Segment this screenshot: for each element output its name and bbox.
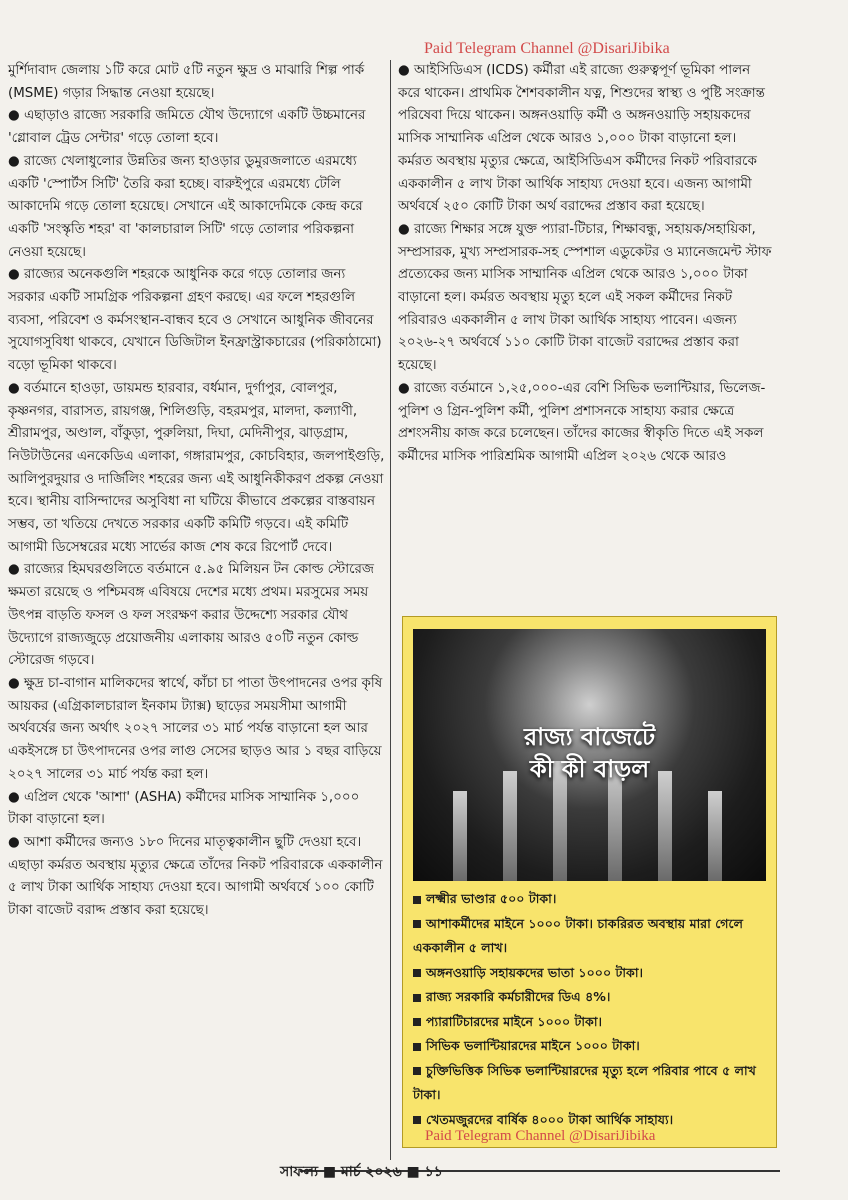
square-bullet-icon — [413, 1043, 421, 1051]
paragraph: ● ক্ষুদ্র চা-বাগান মালিকদের স্বার্থে, কাঁচা চা পাতা উৎপাদনের ওপর কৃষি আয়কর (এগ্রিকালচারাল ইনকাম ট্যাক্স) ছাড়ের সময়সীমা আগামী অর্থবর্ষের জন্য অর্থাৎ ২০২৭ সালের ৩১ মার্চ পর্যন্ত বাড়ানো হল আর একইসঙ্গে চা উৎপাদনের ওপর লাগু সেসের ছাড়ও আর ১ বছর বাড়িয়ে ২০২৭ সালের ৩১ মার্চ পর্যন্ত করা হল। — [8, 675, 383, 782]
paragraph: ● রাজ্যের হিমঘরগুলিতে বর্তমানে ৫.৯৫ মিলিয়ন টন কোল্ড স্টোরেজ ক্ষমতা রয়েছে ও পশ্চিমবঙ্গ এবিষয়ে দেশের মধ্যে প্রথম। মরসুমের সময় উৎপন্ন বাড়তি ফসল ও ফল সংরক্ষণ করার উদ্দেশ্যে সরকার যৌথ উদ্যোগে রাজ্যজুড়ে প্রয়োজনীয় এলাকায় আরও ৫০টি নতুন কোল্ড স্টোরেজ গড়বে। — [8, 562, 374, 669]
square-bullet-icon — [413, 1018, 421, 1026]
pillar-shape — [453, 791, 467, 881]
paragraph: মুর্শিদাবাদ জেলায় ১টি করে মোট ৫টি নতুন ক্ষুদ্র ও মাঝারি শিল্প পার্ক (MSME) গড়ার সিদ্ধান্ত নেওয়া হয়েছে। — [8, 63, 365, 101]
box-title-line2: কী কী বাড়ল — [529, 755, 650, 783]
pillar-shape — [708, 791, 722, 881]
list-item: আশাকর্মীদের মাইনে ১০০০ টাকা। চাকরিরত অবস্থায় মারা গেলে এককালীন ৫ লাখ। — [413, 915, 744, 955]
square-bullet-icon — [413, 969, 421, 977]
paragraph: ● আশা কর্মীদের জন্যও ১৮০ দিনের মাতৃত্বকালীন ছুটি দেওয়া হবে। এছাড়া কর্মরত অবস্থায় মৃত্যুর ক্ষেত্রে তাঁদের নিকট পরিবারকে এককালীন ৫ লাখ টাকা আর্থিক সাহায্য দেওয়া হবে। আগামী অর্থবর্ষে ১০০ কোটি টাকা বাজেট বরাদ্দ প্রস্তাব করা হয়েছে। — [8, 834, 383, 919]
left-column — [8, 60, 386, 923]
list-item: সিভিক ভলান্টিয়ারদের মাইনে ১০০০ টাকা। — [413, 1034, 773, 1059]
list-item: প্যারাটিচারদের মাইনে ১০০০ টাকা। — [413, 1010, 773, 1035]
paragraph: ● বর্তমানে হাওড়া, ডায়মন্ড হারবার, বর্ধমান, দুর্গাপুর, বোলপুর, কৃষ্ণনগর, বারাসত, রায়গঞ্জ, শিলিগুড়ি, বহরমপুর, মালদা, কল্যাণী, শ্রীরামপুর, অণ্ডাল, বাঁকুড়া, পুরুলিয়া, দিঘা, মেদিনীপুর, ঝাড়গ্রাম, নিউটাউনের এনকেডিএ এলাকা, গঙ্গারামপুর, কোচবিহার, জলপাইগুড়ি, আলিপুরদুয়ার ও দার্জিলিং শহরের জন্য এই আধুনিকীকরণ প্রকল্প নেওয়া হবে। স্থানীয় বাসিন্দাদের অসুবিধা না ঘটিয়ে কীভাবে প্রকল্পের বাস্তবায়ন সম্ভব, তা খতিয়ে দেখতে সরকার একটি কমিটি গড়বে। এই কমিটি আগামী ডিসেম্বরের মধ্যে সার্ভের কাজ শেষ করে রিপোর্ট দেবে। — [8, 380, 385, 555]
list-item: রাজ্য সরকারি কর্মচারীদের ডিএ ৪%। — [413, 985, 773, 1010]
paragraph: ● রাজ্যের অনেকগুলি শহরকে আধুনিক করে গড়ে তোলার জন্য সরকার একটি সামগ্রিক পরিকল্পনা গ্রহণ করছে। এর ফলে শহরগুলি ব্যবসা, পরিবেশ ও কর্মসংস্থান-বান্ধব হবে ও সেখানে আধুনিক জীবনের সুযোগসুবিধা থাকবে, যেখানে ডিজিটাল ইনফ্রাস্ট্রাকচারের (পরিকাঠামো) বড়ো ভূমিকা থাকবে। — [8, 267, 382, 374]
square-bullet-icon — [413, 1116, 421, 1124]
list-item: লক্ষ্মীর ভাণ্ডার ৫০০ টাকা। — [413, 887, 773, 912]
paragraph: ● রাজ্যে শিক্ষার সঙ্গে যুক্ত প্যারা-টিচার, শিক্ষাবন্ধু, সহায়ক/সহায়িকা, সম্প্রসারক, মুখ্য সম্প্রসারক-সহ স্পেশাল এডুকেটর ও ম্যানেজমেন্ট স্টাফ প্রত্যেকের জন্য মাসিক সাম্মানিক এপ্রিল থেকে আরও ১,০০০ টাকা বাড়ানো হল। কর্মরত অবস্থায় মৃত্যু হলে এই সকল কর্মীদের নিকট পরিবারও এককালীন ৫ লাখ টাকা আর্থিক সাহায্য পাবেন। এজন্য ২০২৬-২৭ অর্থবর্ষে ১১০ কোটি টাকা বাজেট বরাদ্দের প্রস্তাব করা হয়েছে। — [398, 221, 772, 374]
square-bullet-icon — [413, 1067, 421, 1075]
square-bullet-icon — [413, 896, 421, 904]
magazine-brand: সাফল্য — [280, 1164, 319, 1180]
pillar-shape — [658, 771, 672, 881]
paragraph: ● রাজ্যে খেলাধুলোর উন্নতির জন্য হাওড়ার ডুমুরজলাতে এরমধ্যে একটি 'স্পোর্টস সিটি' তৈরি করা হচ্ছে। বারুইপুরে এরমধ্যে টেলি আকাদেমি গড়ে তোলা হয়েছে। সেখানে এই আকাদেমিকে কেন্দ্র করে একটি 'সংস্কৃতি শহর' বা 'কালচারাল সিটি' গড়ে তোলার পরিকল্পনা নেওয়া হয়েছে। — [8, 153, 363, 260]
square-bullet-icon — [413, 994, 421, 1002]
pillar-shape — [503, 771, 517, 881]
budget-highlights-box — [402, 616, 777, 1148]
right-column — [398, 60, 774, 469]
paragraph: ● এছাড়াও রাজ্যে সরকারি জমিতে যৌথ উদ্যোগে একটি উচ্চমানের 'গ্লোবাল ট্রেড সেন্টার' গড়ে তোলা হবে। — [8, 108, 366, 147]
paragraph: ● আইসিডিএস (ICDS) কর্মীরা এই রাজ্যে গুরুত্বপূর্ণ ভূমিকা পালন করে থাকেন। প্রাথমিক শৈশবকালীন যত্ন, শিশুদের স্বাস্থ্য ও পুষ্টি সংক্রান্ত পরিষেবা দিয়ে থাকেন। অঙ্গনওয়াড়ি কর্মী ও অঙ্গনওয়াড়ি সহায়কদের মাসিক সাম্মানিক এপ্রিল থেকে আরও ১,০০০ টাকা বাড়ানো হল। কর্মরত অবস্থায় মৃত্যুর ক্ষেত্রে, আইসিডিএস কর্মীদের নিকট পরিবারকে এককালীন ৫ লাখ টাকা আর্থিক সাহায্য দেওয়া হবে। এজন্য আগামী অর্থবর্ষে ২৫০ কোটি টাকা অর্থ বরাদ্দের প্রস্তাব করা হয়েছে। — [398, 63, 765, 215]
highlights-list — [413, 887, 773, 1132]
list-item: খেতমজুরদের বার্ষিক ৪০০০ টাকা আর্থিক সাহায্য। — [413, 1108, 773, 1133]
issue-page-number: ■ মার্চ ২০২৬ ■ ১১ — [322, 1164, 443, 1180]
paragraph: ● এপ্রিল থেকে 'আশা' (ASHA) কর্মীদের মাসিক সাম্মানিক ১,০০০ টাকা বাড়ানো হল। — [8, 789, 360, 828]
box-title-line1: রাজ্য বাজেটে — [523, 723, 656, 751]
watermark-top: Paid Telegram Channel @DisariJibika — [424, 40, 670, 57]
list-item: অঙ্গনওয়াড়ি সহায়কদের ভাতা ১০০০ টাকা। — [413, 961, 773, 986]
column-divider — [390, 60, 391, 1160]
square-bullet-icon — [413, 920, 421, 928]
list-item: চুক্তিভিত্তিক সিভিক ভলান্টিয়ারদের মৃত্যু হলে পরিবার পাবে ৫ লাখ টাকা। — [413, 1062, 756, 1102]
budget-illustration — [413, 629, 766, 881]
page-footer — [280, 1160, 640, 1184]
watermark-bottom: Paid Telegram Channel @DisariJibika — [425, 1128, 656, 1144]
paragraph: ● রাজ্যে বর্তমানে ১,২৫,০০০-এর বেশি সিভিক ভলান্টিয়ার, ভিলেজ-পুলিশ ও গ্রিন-পুলিশ কর্মী, পুলিশ প্রশাসনকে সাহায্য করার ক্ষেত্রে প্রশংসনীয় কাজ করে চলেছেন। তাঁদের কাজের স্বীকৃতি দিতে এই সকল কর্মীদের মাসিক পারিশ্রমিক আগামী এপ্রিল ২০২৬ থেকে আরও — [398, 380, 766, 464]
